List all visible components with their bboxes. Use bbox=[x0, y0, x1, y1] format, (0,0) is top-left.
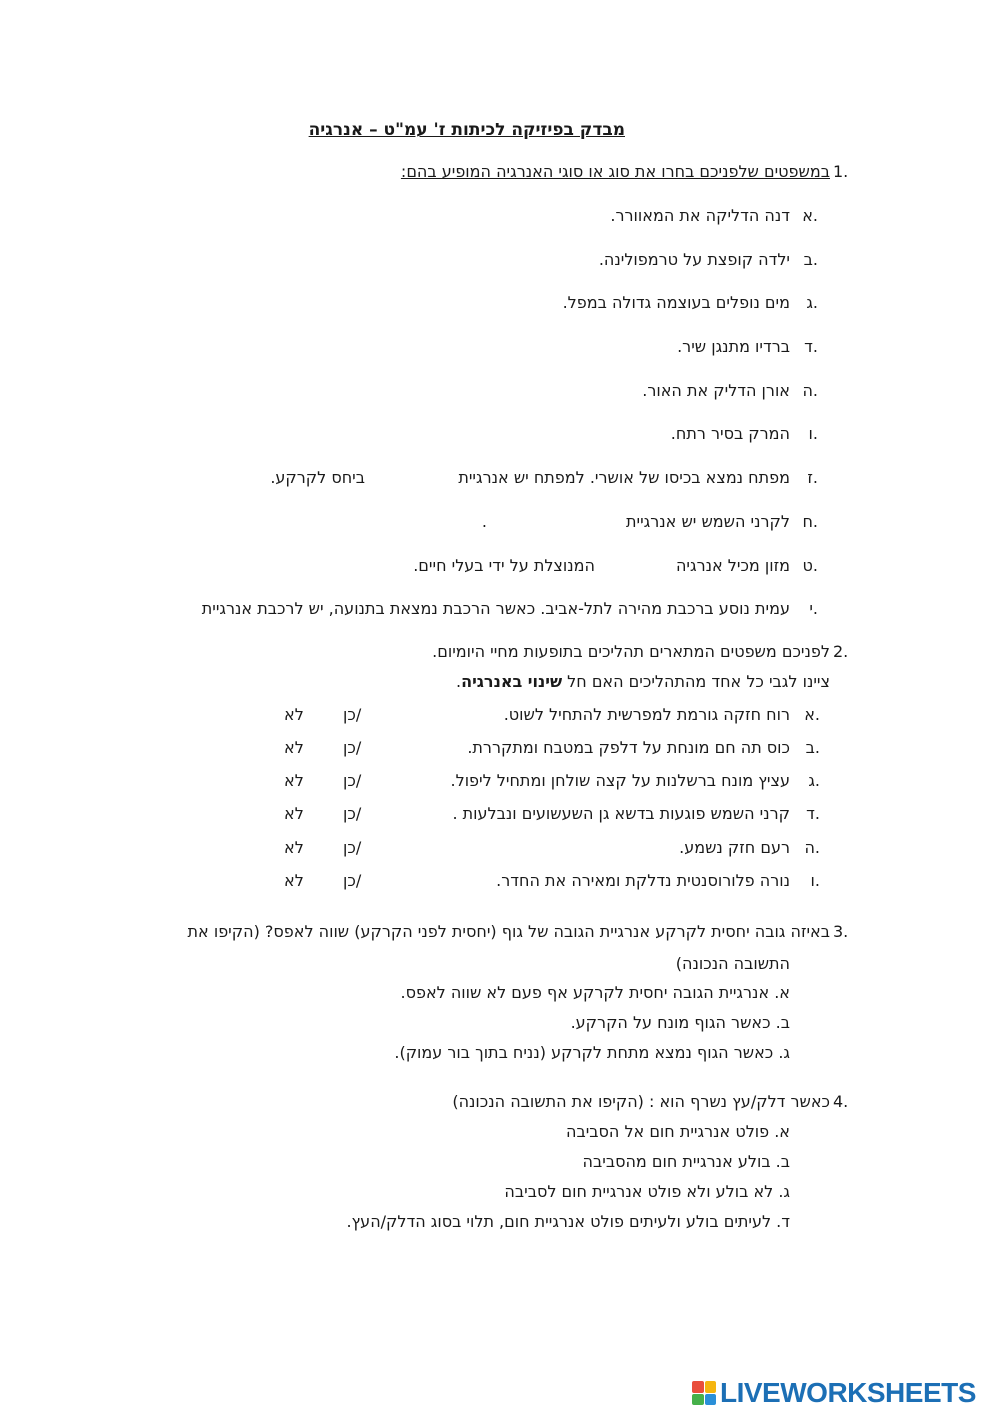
yes-option[interactable]: כן/ bbox=[343, 871, 362, 890]
q2-item-text: רעם חזק נשמע. bbox=[679, 838, 790, 857]
q2-instruction-suffix: . bbox=[455, 672, 462, 691]
q1-item-text: ברדיו מתנגן שיר. bbox=[677, 337, 790, 356]
yes-option[interactable]: כן/ bbox=[343, 771, 362, 790]
q2-item-letter: ג. bbox=[808, 771, 820, 790]
q2-instruction bbox=[456, 672, 830, 692]
q1-item-letter: ו. bbox=[808, 424, 818, 443]
q1-item-text-continued: ביחס לקרקע. bbox=[270, 468, 365, 487]
q2-item-letter: א. bbox=[804, 705, 820, 724]
q1-item-letter: י. bbox=[809, 599, 818, 618]
yes-option[interactable]: כן/ bbox=[343, 738, 362, 757]
q1-item-text-continued: . bbox=[481, 512, 487, 531]
q1-item-text: המרק בסיר רתח. bbox=[670, 424, 790, 443]
no-option[interactable]: לא bbox=[284, 804, 304, 823]
liveworksheets-logo[interactable] bbox=[692, 1378, 976, 1408]
q3-option[interactable]: ב. כאשר הגוף מונח על הקרקע. bbox=[570, 1013, 790, 1032]
q1-item-letter: א. bbox=[802, 206, 818, 225]
q2-item-text: קרני השמש פוגעות בדשא גן השעשועים ונבלעות . bbox=[452, 804, 790, 823]
q1-number: 1. bbox=[833, 162, 849, 181]
q2-heading: לפניכם משפטים המתארים תהליכים בתופעות מחיי היומיום. bbox=[432, 642, 830, 661]
q3-question: באיזה גובה יחסית לקרקע אנרגיית הגובה של גוף (יחסית לפני הקרקע) שווה לאפס? (הקיפו את bbox=[187, 922, 830, 941]
q3-number: 3. bbox=[833, 922, 849, 941]
yes-option[interactable]: כן/ bbox=[343, 804, 362, 823]
liveworksheets-logo-icon bbox=[692, 1381, 716, 1405]
q4-option[interactable]: ב. בולע אנרגיית חום מהסביבה bbox=[582, 1152, 790, 1171]
q2-item-text: עציץ מונח ברשלנות על קצה שולחן ומתחיל ליפול. bbox=[450, 771, 790, 790]
q1-item-text: דנה הדליקה את המאוורר. bbox=[610, 206, 790, 225]
q3-option[interactable]: ג. כאשר הגוף נמצא מתחת לקרקע (נניח בתוך בור עמוק). bbox=[394, 1043, 790, 1062]
no-option[interactable]: לא bbox=[284, 771, 304, 790]
q1-item-letter: ה. bbox=[802, 381, 818, 400]
q2-instruction-prefix: ציינו לגבי כל אחד מהתהליכים האם חל bbox=[562, 672, 830, 691]
q1-item-letter: ד. bbox=[804, 337, 818, 356]
no-option[interactable]: לא bbox=[284, 705, 304, 724]
q2-item-text: כוס תה חם מונחת על דלפק במטבח ומתקררת. bbox=[467, 738, 790, 757]
q1-item-text: מים נופלים בעוצמה גדולה במפל. bbox=[562, 293, 790, 312]
q2-item-letter: ה. bbox=[804, 838, 820, 857]
q4-number: 4. bbox=[833, 1092, 849, 1111]
page-title: מבדק בפיזיקה לכיתות ז' עמ"ט – אנרגיה bbox=[308, 120, 625, 140]
q1-item-letter: ט. bbox=[802, 556, 818, 575]
q2-item-letter: ב. bbox=[805, 738, 820, 757]
q1-item-letter: ז. bbox=[807, 468, 818, 487]
q1-item-text: מפתח נמצא בכיסו של אושרי. למפתח יש אנרגיית bbox=[458, 468, 790, 487]
q4-option[interactable]: ג. לא בולע ולא פולט אנרגיית חום לסביבה bbox=[504, 1182, 790, 1201]
yes-option[interactable]: כן/ bbox=[343, 838, 362, 857]
q1-item-letter: ג. bbox=[806, 293, 818, 312]
q1-item-letter: ח. bbox=[802, 512, 818, 531]
q2-item-text: נורה פלורוסנטית נדלקת ומאירה את החדר. bbox=[496, 871, 790, 890]
no-option[interactable]: לא bbox=[284, 838, 304, 857]
q1-item-text: מזון מכיל אנרגיה bbox=[675, 556, 790, 575]
q2-item-letter: ו. bbox=[810, 871, 820, 890]
no-option[interactable]: לא bbox=[284, 738, 304, 757]
q1-item-text: לקרני השמש יש אנרגיית bbox=[625, 512, 790, 531]
q1-item-text: אורן הדליק את האור. bbox=[642, 381, 790, 400]
q3-option[interactable]: א. אנרגיית הגובה יחסית לקרקע אף פעם לא שווה לאפס. bbox=[400, 983, 790, 1002]
q1-heading: במשפטים שלפניכם בחרו את סוג או סוגי האנרגיה המופיע בהם: bbox=[400, 162, 830, 181]
q1-item-text-continued: המנוצלת על ידי בעלי חיים. bbox=[413, 556, 595, 575]
q2-number: 2. bbox=[833, 642, 849, 661]
q4-option[interactable]: א. פולט אנרגיית חום אל הסביבה bbox=[565, 1122, 790, 1141]
no-option[interactable]: לא bbox=[284, 871, 304, 890]
q4-option[interactable]: ד. לעיתים בולע ולעיתים פולט אנרגיית חום, תלוי בסוג הדלק/העץ. bbox=[346, 1212, 790, 1231]
q3-question-continued: התשובה הנכונה) bbox=[675, 954, 790, 973]
q2-item-letter: ד. bbox=[806, 804, 820, 823]
q1-item-text: עמית נוסע ברכבת מהירה לתל-אביב. כאשר הרכבת נמצאת בתנועה, יש לרכבת אנרגיית bbox=[201, 599, 790, 618]
liveworksheets-logo-text: LIVEWORKSHEETS bbox=[720, 1377, 976, 1408]
q2-item-text: רוח חזקה גורמת למפרשית להתחיל לשוט. bbox=[503, 705, 790, 724]
yes-option[interactable]: כן/ bbox=[343, 705, 362, 724]
q4-question: כאשר דלק/עץ נשרף הוא : (הקיפו את התשובה הנכונה) bbox=[452, 1092, 830, 1111]
q1-item-text: ילדה קופצת על טרמפולינה. bbox=[598, 250, 790, 269]
q1-item-letter: ב. bbox=[803, 250, 818, 269]
q2-instruction-bold: שינוי באנרגיה bbox=[461, 672, 563, 691]
